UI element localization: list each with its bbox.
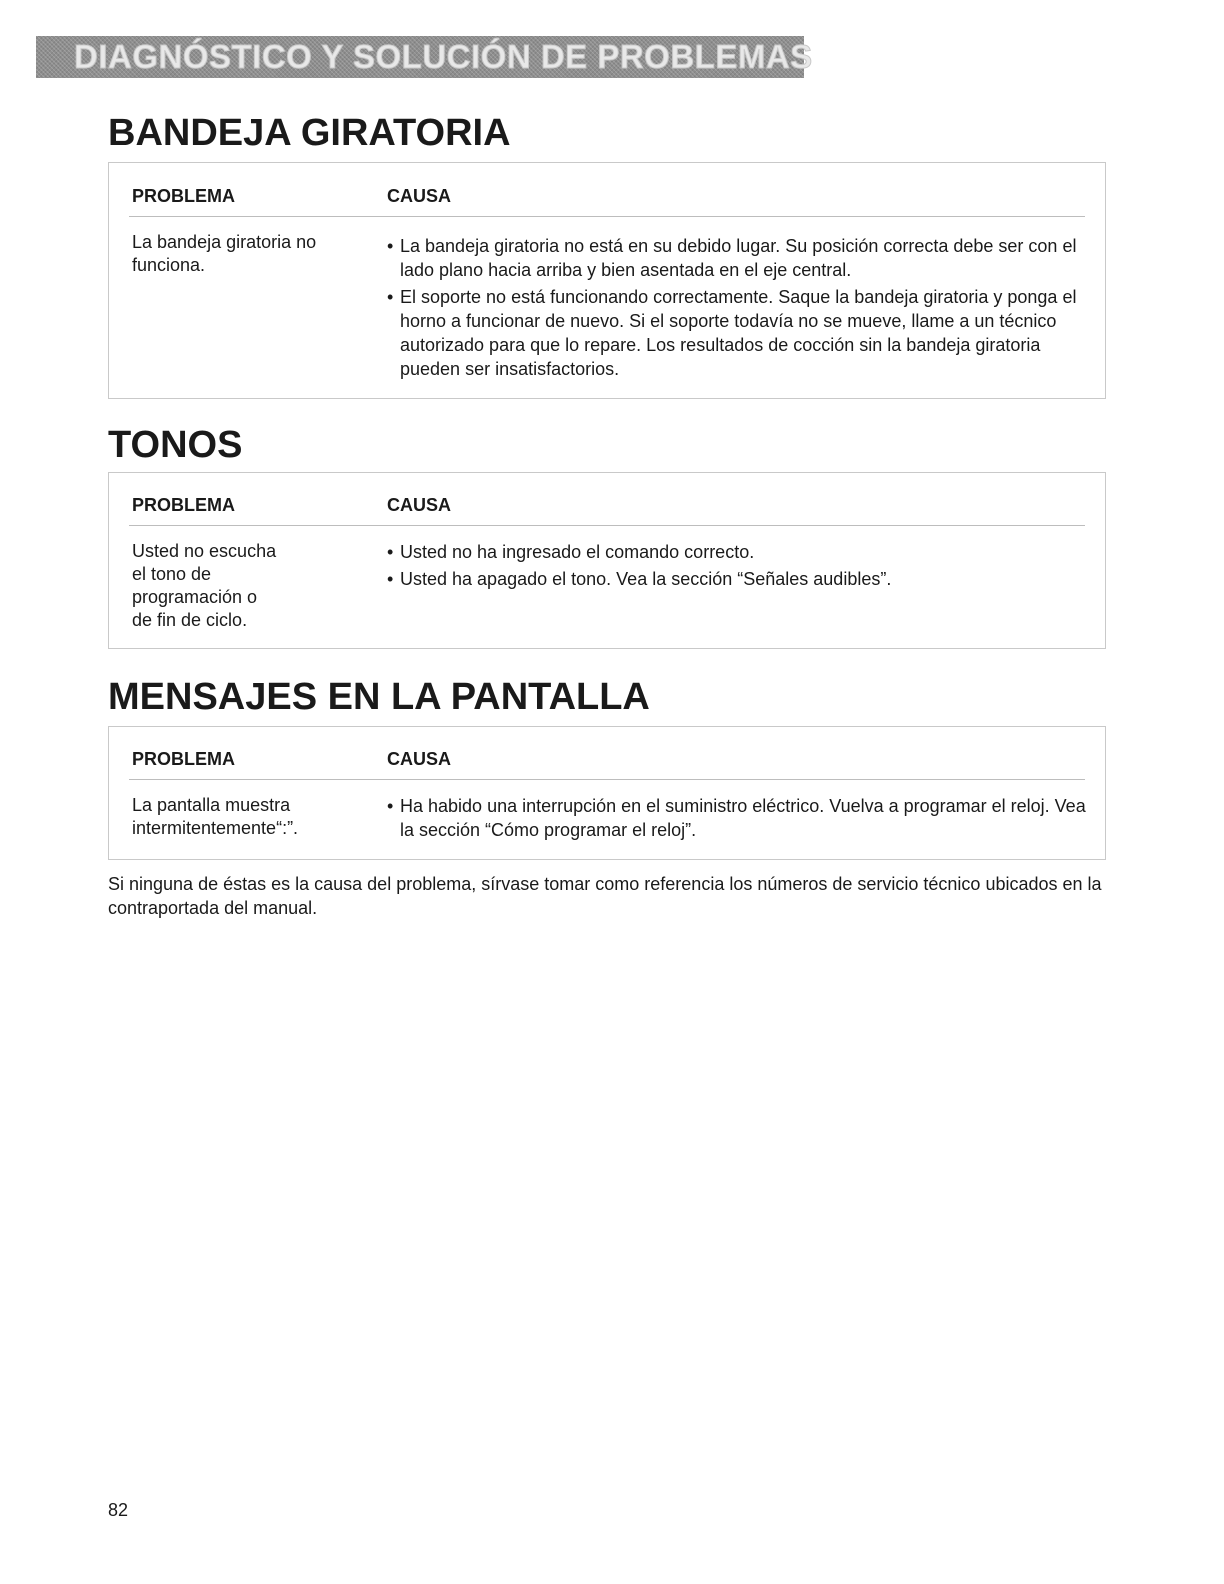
problem-line: intermitentemente“:”. — [132, 818, 299, 838]
problem-text — [132, 540, 276, 632]
problem-text — [132, 231, 316, 277]
bullet-icon: • — [387, 287, 394, 307]
troubleshooting-table-mensajes — [108, 726, 1106, 860]
section-title-mensajes-pantalla: MENSAJES EN LA PANTALLA — [108, 676, 650, 718]
section-title-tonos: TONOS — [108, 424, 243, 466]
problem-line: La pantalla muestra — [132, 795, 291, 815]
bullet-icon: • — [387, 796, 394, 816]
cause-list — [387, 794, 1087, 845]
cause-item — [387, 285, 1087, 381]
bullet-icon: • — [387, 236, 394, 256]
problem-line: funciona. — [132, 255, 206, 275]
problem-line: Usted no escucha — [132, 541, 277, 561]
troubleshooting-table-tonos — [108, 472, 1106, 649]
cause-text: Usted ha apagado el tono. Vea la sección “Señales audibles”. — [400, 569, 892, 589]
problem-line: programación o — [132, 587, 258, 607]
cause-item — [387, 567, 1087, 591]
problem-column-header: PROBLEMA — [132, 495, 235, 515]
page-number: 82 — [108, 1500, 129, 1520]
troubleshooting-table-bandeja — [108, 162, 1106, 399]
header-divider — [129, 216, 1085, 217]
section-title-bandeja-giratoria: BANDEJA GIRATORIA — [108, 112, 511, 154]
cause-column-header: CAUSA — [387, 495, 452, 515]
section-banner — [36, 36, 813, 78]
cause-text: La bandeja giratoria no está en su debido lugar. Su posición correcta debe ser con el lado plano hacia arriba y bien asentada en el eje central. — [400, 236, 1077, 280]
cause-list — [387, 234, 1087, 384]
cause-list — [387, 540, 1087, 594]
problem-column-header: PROBLEMA — [132, 186, 235, 206]
cause-text: Ha habido una interrupción en el suministro eléctrico. Vuelva a programar el reloj. Vea la sección “Cómo programar el reloj”. — [400, 796, 1086, 840]
problem-line: La bandeja giratoria no — [132, 232, 317, 252]
cause-item — [387, 234, 1087, 282]
cause-text: Usted no ha ingresado el comando correcto. — [400, 542, 755, 562]
problem-text — [132, 794, 298, 840]
banner-title: DIAGNÓSTICO Y SOLUCIÓN DE PROBLEMAS — [74, 38, 813, 75]
bullet-icon: • — [387, 542, 394, 562]
problem-column-header: PROBLEMA — [132, 749, 235, 769]
cause-item — [387, 540, 1087, 564]
header-divider — [129, 779, 1085, 780]
footer-note: Si ninguna de éstas es la causa del problema, sírvase tomar como referencia los números de servicio técnico ubicados en la contraportada del manual. — [108, 874, 1102, 918]
cause-column-header: CAUSA — [387, 749, 452, 769]
problem-line: el tono de — [132, 564, 212, 584]
cause-item — [387, 794, 1087, 842]
cause-column-header: CAUSA — [387, 186, 452, 206]
header-divider — [129, 525, 1085, 526]
cause-text: El soporte no está funcionando correctamente. Saque la bandeja giratoria y ponga el horno a funcionar de nuevo. Si el soporte todavía no se mueve, llame a un técnico autorizado para que lo repare. Los resultados de cocción sin la bandeja giratoria pueden ser insatisfactorios. — [400, 287, 1077, 379]
bullet-icon: • — [387, 569, 394, 589]
problem-line: de fin de ciclo. — [132, 610, 248, 630]
